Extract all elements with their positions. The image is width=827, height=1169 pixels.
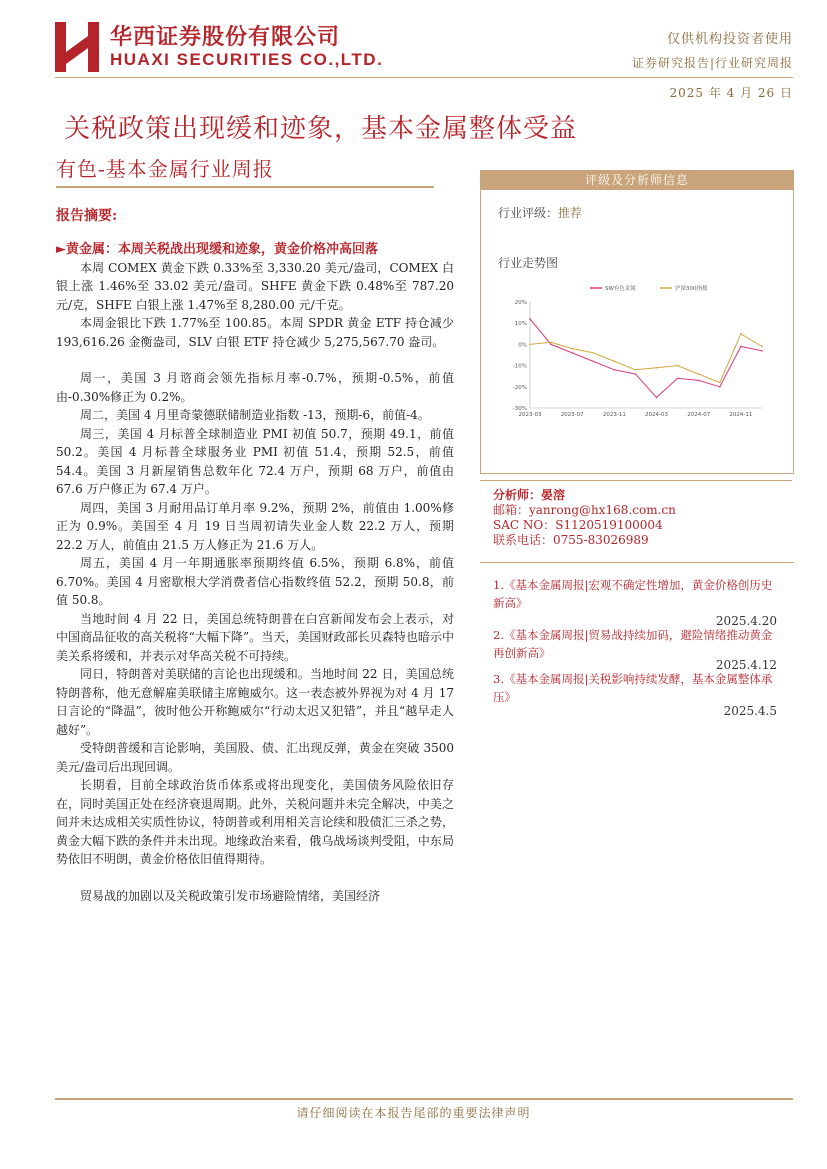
chart-data-point xyxy=(677,365,679,367)
trend-chart-label: 行业走势图 xyxy=(498,256,559,270)
chart-data-point xyxy=(529,318,531,320)
summary-paragraph: 周三，美国 4 月标普全球制造业 PMI 初值 50.7，预期 49.1，前值 50.2。美国 4 月标普全球服务业 PMI 初值 51.4，预期 52.5，前值 54.4。美国 3 月新屋销售总数年化 72.4 万户，预期 68 万户，前值由 67.6 万户修正为 67.4 万户。 xyxy=(56,426,454,496)
analyst-sac-number: SAC NO：S1120519100004 xyxy=(493,518,663,532)
analyst-name: 分析师：晏溶 xyxy=(493,488,566,502)
summary-paragraph: 贸易战的加剧以及关税政策引发市场避险情绪，美国经济 xyxy=(80,888,381,903)
report-subtitle: 有色-基本金属行业周报 xyxy=(56,157,274,181)
summary-paragraph: 周五，美国 4 月一年期通胀率预期终值 6.5%，预期 6.8%，前值 6.70%。美国 4 月密歇根大学消费者信心指数终值 52.2，预期 50.8，前值 50.8。 xyxy=(56,556,454,607)
summary-paragraph: 周一，美国 3 月谘商会领先指标月率-0.7%，预期-0.5%，前值由-0.30%修正为 0.2%。 xyxy=(56,371,454,404)
chart-data-point xyxy=(592,361,594,363)
chart-data-point xyxy=(614,361,616,363)
chart-data-point xyxy=(698,373,700,375)
chart-series-line xyxy=(530,334,762,383)
chart-x-tick-label: 2024-07 xyxy=(687,412,711,418)
summary-paragraph: 本周 COMEX 黄金下跌 0.33%至 3,330.20 美元/盎司，COMEX 白银上涨 1.46%至 33.02 美元/盎司。SHFE 黄金下跌 0.48%至 787.20 元/克，SHFE 白银上涨 1.47%至 8,280.00 元/千克。 xyxy=(56,260,454,312)
related-report-link[interactable]: 3.《基本金属周报|关税影响持续发酵，基本金属整体承压》 xyxy=(493,672,773,704)
chart-data-point xyxy=(550,344,552,346)
chart-data-point xyxy=(635,373,637,375)
header-audience-note: 仅供机构投资者使用 xyxy=(666,32,793,47)
rating-value: 推荐 xyxy=(558,206,583,220)
header-divider xyxy=(55,77,793,78)
summary-paragraph: 本周金银比下跌 1.77%至 100.85。本周 SPDR 黄金 ETF 持仓减少 193,616.26 金衡盎司，SLV 白银 ETF 持仓减少 5,275,567.70 盎司。 xyxy=(56,316,454,349)
chart-y-tick-label: 0% xyxy=(518,342,527,349)
related-report-date: 2025.4.12 xyxy=(715,658,777,672)
analyst-phone: 联系电话：0755-83026989 xyxy=(493,533,649,547)
rating-panel-title: 评级及分析师信息 xyxy=(480,170,794,190)
chart-y-tick-label: 20% xyxy=(514,300,527,306)
paragraph-gap xyxy=(56,351,454,369)
summary-paragraph: 长期看，目前全球政治货币体系或将出现变化，美国债务风险依旧存在，同时美国正处在经济衰退周期。此外，关税问题并未完全解决，中美之间并未达成相关实质性协议，特朗普或利用相关言论续和股债汇三杀之势，黄金大幅下跌的条件并未出现。地缘政治来看，俄乌战场谈判受阻，中东局势依旧不明朗，黄金价格依旧值得期待。 xyxy=(56,778,454,866)
chart-data-point xyxy=(740,333,742,335)
chart-y-tick-label: -10% xyxy=(512,363,527,370)
chart-legend-label: SW有色金属 xyxy=(605,286,636,292)
chart-x-tick-label: 2023-07 xyxy=(560,412,584,418)
chart-data-point xyxy=(740,346,742,348)
summary-bullet-gold: ►黄金属：本周关税战出现缓和迹象，黄金价格冲高回落 xyxy=(56,241,378,257)
chart-y-tick-label: -20% xyxy=(512,384,527,391)
summary-paragraph: 当地时间 4 月 22 日，美国总统特朗普在白宫新闻发布会上表示，对中国商品征收的高关税将“大幅下降”。当天，美国财政部长贝森特也暗示中美关系将缓和，并表示对华高关税不可持续。 xyxy=(56,611,454,663)
footer-divider xyxy=(55,1098,793,1100)
paragraph-group-b xyxy=(56,369,454,869)
summary-heading: 报告摘要: xyxy=(56,208,118,224)
chart-data-point xyxy=(550,341,552,343)
chart-data-point xyxy=(635,369,637,371)
chart-data-point xyxy=(677,378,679,380)
chart-series-line xyxy=(530,319,762,397)
paragraph-group-a xyxy=(56,259,454,352)
analyst-email[interactable]: 邮箱：yanrong@hx168.com.cn xyxy=(493,503,676,517)
chart-data-point xyxy=(614,369,616,371)
chart-data-point xyxy=(571,352,573,354)
report-title: 关税政策出现缓和迹象，基本金属整体受益 xyxy=(64,114,578,144)
chart-x-tick-label: 2024-11 xyxy=(729,412,753,418)
summary-paragraph: 受特朗普缓和言论影响，美国股、债、汇出现反弹，黄金在突破 3500 美元/盎司后出现回调。 xyxy=(56,741,454,774)
related-report-date: 2025.4.5 xyxy=(723,704,777,718)
chart-legend-label: 沪深300指数 xyxy=(675,286,708,292)
related-report-date: 2025.4.20 xyxy=(715,614,777,628)
related-report-link[interactable]: 1.《基本金属周报|宏观不确定性增加，黄金价格创历史新高》 xyxy=(493,578,773,610)
chart-data-point xyxy=(719,386,721,388)
company-name-en: HUAXI SECURITIES CO.,LTD. xyxy=(110,50,384,69)
chart-x-tick-label: 2023-03 xyxy=(518,412,542,418)
industry-rating xyxy=(498,204,582,221)
related-divider xyxy=(480,562,794,563)
summary-paragraph: 周四，美国 3 月耐用品订单月率 9.2%，预期 2%，前值由 1.00%修正为 0.9%。美国至 4 月 19 日当周初请失业金人数 22.2 万人，预期 22.2 万人，前值由 21.5 万人修正为 21.6 万人。 xyxy=(56,500,454,552)
chart-data-point xyxy=(719,382,721,384)
summary-paragraph: 同日，特朗普对美联储的言论也出现缓和。当地时间 22 日，美国总统特朗普称，他无意解雇美联储主席鲍威尔。这一表态被外界视为对 4 月 17 日言论的“降温”，彼时他公开称鲍威尔“行动太迟又犯错”，并且“越早走人越好”。 xyxy=(56,667,454,737)
chart-y-tick-label: -30% xyxy=(512,406,527,412)
chart-data-point xyxy=(656,397,658,399)
chart-x-tick-label: 2024-03 xyxy=(645,412,669,418)
chart-data-point xyxy=(592,352,594,354)
chart-data-point xyxy=(761,350,763,352)
chart-data-point xyxy=(698,380,700,382)
report-date: 2025 年 4 月 26 日 xyxy=(669,86,793,100)
company-logo xyxy=(55,22,99,72)
company-name-cn: 华西证券股份有限公司 xyxy=(110,25,341,50)
rating-label: 行业评级： xyxy=(498,206,559,220)
industry-trend-chart xyxy=(500,278,770,428)
chart-data-point xyxy=(656,367,658,369)
subtitle-divider xyxy=(56,186,434,188)
related-report-link[interactable]: 2.《基本金属周报|贸易战持续加码，避险情绪推动黄金再创新高》 xyxy=(493,628,773,660)
chart-data-point xyxy=(761,346,763,348)
paragraph-gap xyxy=(56,869,454,887)
header-report-type: 证券研究报告|行业研究周报 xyxy=(631,56,793,70)
chart-x-tick-label: 2023-11 xyxy=(602,412,626,418)
chart-y-tick-label: 10% xyxy=(514,321,527,328)
chart-data-point xyxy=(571,348,573,350)
report-summary xyxy=(56,207,454,905)
summary-paragraph: 周二，美国 4 月里奇蒙德联储制造业指数 -13，预期-6，前值-4。 xyxy=(80,408,430,422)
chart-data-point xyxy=(529,344,531,346)
footer-disclaimer: 请仔细阅读在本报告尾部的重要法律声明 xyxy=(296,1106,531,1120)
